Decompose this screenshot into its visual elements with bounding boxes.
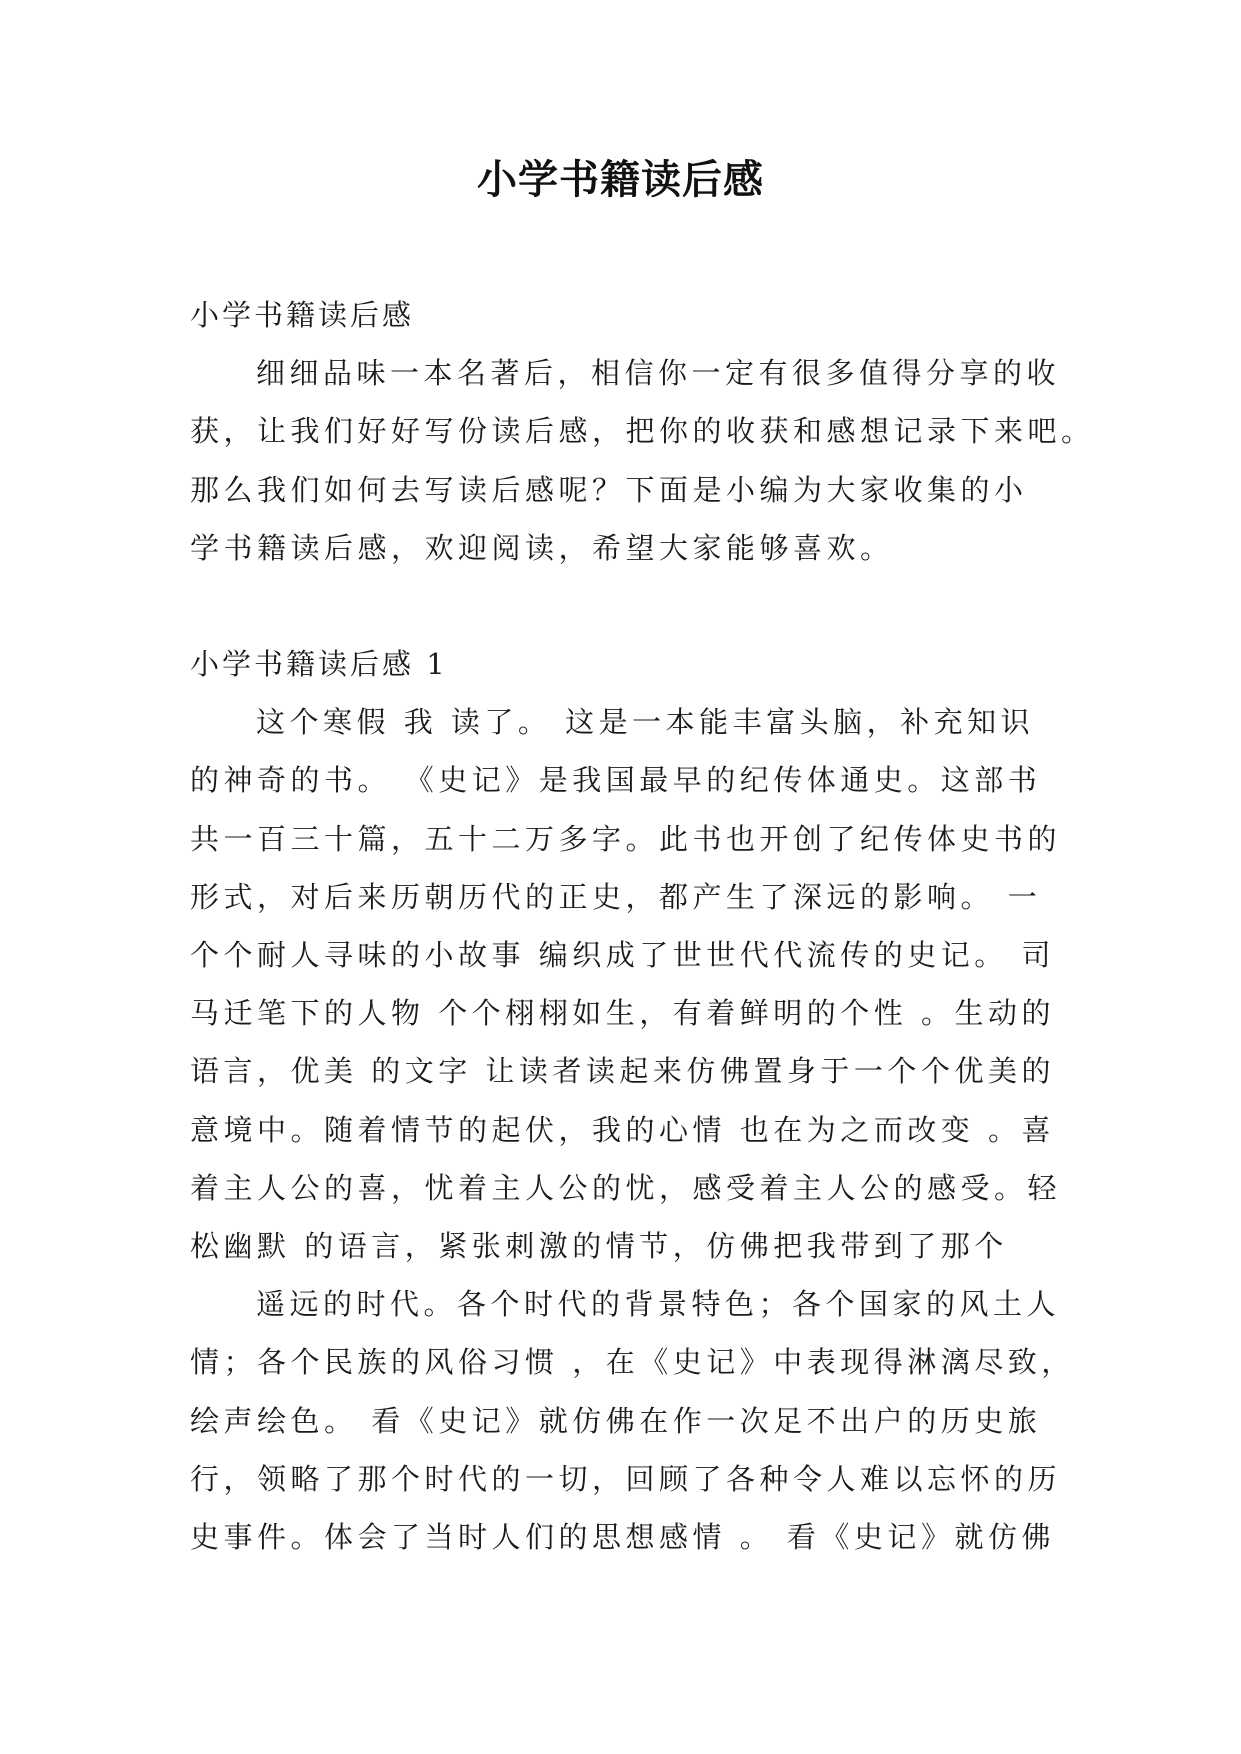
section-line: 遥远的时代。各个时代的背景特色；各个国家的风土人 (256, 1287, 1061, 1322)
section-line: 着主人公的喜，忧着主人公的忧，感受着主人公的感受。轻 (190, 1170, 1062, 1205)
section-line: 松幽默 的语言，紧张刺激的情节，仿佛把我带到了那个 (190, 1229, 1008, 1264)
section-paragraph (190, 693, 1062, 1275)
section-line: 史事件。体会了当时人们的思想感情 。 看《史记》就仿佛 (190, 1520, 1055, 1555)
section-line: 的神奇的书。 《史记》是我国最早的纪传体通史。这部书 (190, 763, 1042, 798)
document-body (190, 286, 1095, 1566)
paragraph-gap (190, 577, 1050, 635)
section-paragraph (190, 1275, 1075, 1566)
section-heading: 小学书籍读后感 1 (190, 647, 448, 682)
section-line: 形式，对后来历朝历代的正史，都产生了深远的影响。 一 (190, 879, 1042, 914)
section-line: 共一百三十篇，五十二万多字。此书也开创了纪传体史书的 (190, 821, 1062, 856)
section-line: 这个寒假 我 读了。 这是一本能丰富头脑，补充知识 (256, 705, 1035, 740)
section-line: 个个耐人寻味的小故事 编织成了世世代代流传的史记。 司 (190, 938, 1055, 973)
section-line: 意境中。随着情节的起伏，我的心情 也在为之而改变 。喜 (190, 1112, 1055, 1147)
intro-line: 获，让我们好好写份读后感，把你的收获和感想记录下来吧。 (190, 414, 1095, 449)
document-title: 小学书籍读后感 (477, 157, 764, 203)
intro-heading: 小学书籍读后感 (190, 298, 415, 332)
intro-line: 细细品味一本名著后，相信你一定有很多值得分享的收 (256, 356, 1061, 391)
section-line: 情；各个民族的风俗习惯 ，在《史记》中表现得淋漓尽致， (190, 1345, 1075, 1380)
section-line: 行，领略了那个时代的一切，回顾了各种令人难以忘怀的历 (190, 1461, 1062, 1496)
intro-line: 那么我们如何去写读后感呢？下面是小编为大家收集的小 (190, 472, 1028, 507)
section-line: 绘声绘色。 看《史记》就仿佛在作一次足不出户的历史旅 (190, 1403, 1042, 1438)
intro-paragraph (190, 344, 1095, 577)
section-line: 语言，优美 的文字 让读者读起来仿佛置身于一个个优美的 (190, 1054, 1055, 1089)
section-line: 马迁笔下的人物 个个栩栩如生，有着鲜明的个性 。生动的 (190, 996, 1055, 1031)
intro-line: 学书籍读后感，欢迎阅读，希望大家能够喜欢。 (190, 530, 894, 565)
